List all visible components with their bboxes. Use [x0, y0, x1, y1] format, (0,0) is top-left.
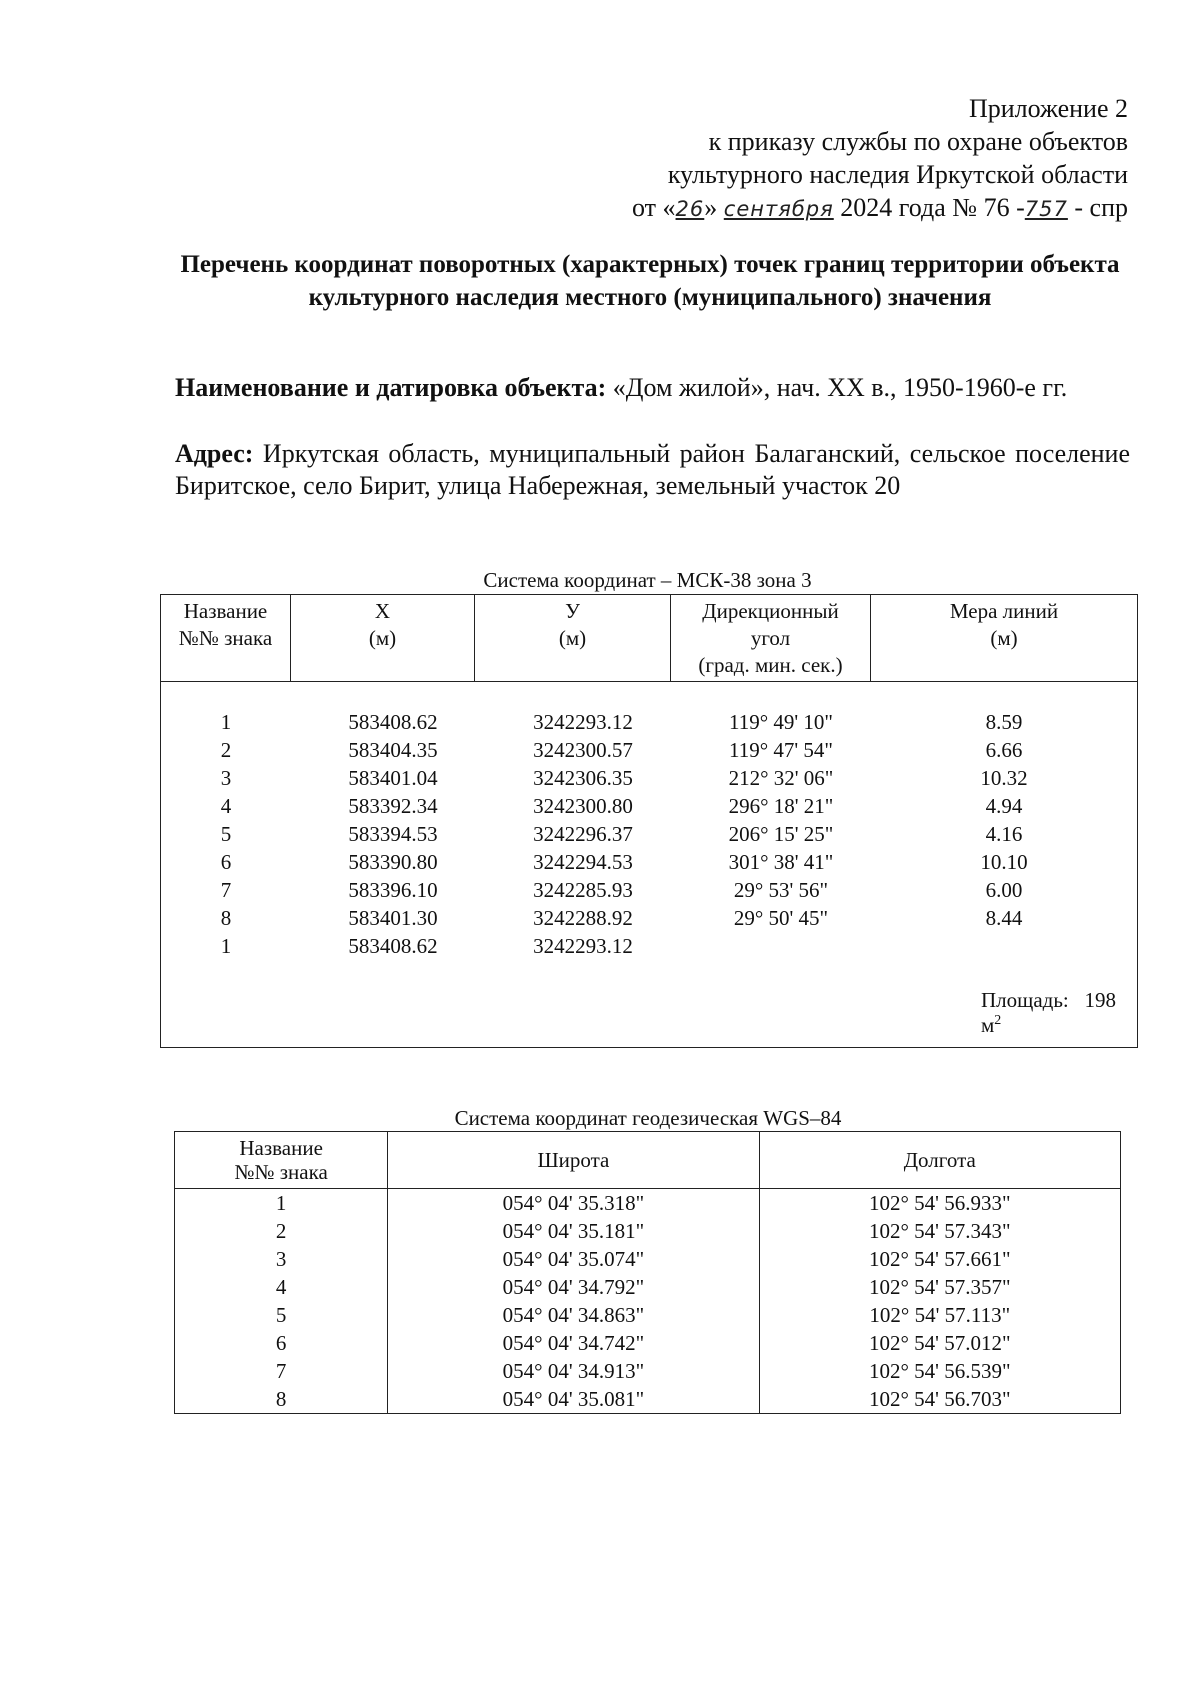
line-length: 8.44	[985, 906, 1023, 930]
area-unit-exponent: 2	[994, 1013, 1002, 1028]
table-row	[175, 1245, 1121, 1273]
point-number: 1	[220, 710, 232, 734]
x-coordinate: 583408.62	[348, 934, 438, 958]
table-row	[175, 1385, 1121, 1414]
point-number: 6	[220, 850, 232, 874]
table-row	[161, 710, 1137, 738]
header-text: Название	[183, 599, 268, 623]
latitude: 054° 04' 35.318"	[388, 1189, 759, 1218]
table-row	[175, 1329, 1121, 1357]
longitude: 102° 54' 57.113"	[759, 1301, 1120, 1329]
table-row	[161, 794, 1137, 822]
object-value: «Дом жилой», нач. XX в., 1950-1960-е гг.	[606, 373, 1068, 402]
line-length: 6.66	[985, 738, 1023, 762]
msk38-coordinates-table	[160, 594, 1138, 1048]
x-coordinate: 583390.80	[348, 850, 438, 874]
header-text: (м)	[368, 626, 397, 650]
longitude: 102° 54' 56.539"	[759, 1357, 1120, 1385]
address-block	[175, 438, 1130, 502]
table-row	[175, 1217, 1121, 1245]
table-row	[175, 1273, 1121, 1301]
x-coordinate: 583404.35	[348, 738, 438, 762]
direction-angle: 119° 47' 54"	[729, 738, 833, 762]
latitude: 054° 04' 35.081"	[388, 1385, 759, 1414]
table2-caption: Система координат геодезическая WGS–84	[454, 1106, 842, 1130]
table1-header-point	[161, 595, 291, 681]
date-prefix: от «	[632, 193, 676, 222]
point-number: 8	[220, 906, 232, 930]
line-length: 6.00	[985, 878, 1023, 902]
x-coordinate: 583392.34	[348, 794, 438, 818]
point-number: 1	[175, 1189, 388, 1218]
table1-header	[161, 595, 1137, 682]
header-text: Долгота	[903, 1148, 976, 1172]
handwritten-day: 26	[675, 197, 705, 221]
y-coordinate: 3242300.57	[533, 738, 633, 762]
direction-angle: 212° 32' 06"	[728, 766, 834, 790]
point-number: 4	[220, 794, 232, 818]
direction-angle: 29° 53' 56"	[733, 878, 829, 902]
header-text: угол	[750, 626, 791, 650]
latitude: 054° 04' 34.913"	[388, 1357, 759, 1385]
direction-angle: 119° 49' 10"	[729, 710, 833, 734]
header-text: Мера линий	[949, 599, 1059, 623]
latitude: 054° 04' 35.181"	[388, 1217, 759, 1245]
area-value: 198 м	[981, 988, 1116, 1037]
object-description	[175, 372, 1130, 404]
latitude: 054° 04' 35.074"	[388, 1245, 759, 1273]
y-coordinate: 3242306.35	[533, 766, 633, 790]
direction-angle: 206° 15' 25"	[728, 822, 834, 846]
header-text: (м)	[990, 626, 1018, 650]
point-number: 1	[220, 934, 232, 958]
area-line	[981, 988, 1137, 1038]
longitude: 102° 54' 56.703"	[759, 1385, 1120, 1414]
order-suffix: - спр	[1067, 193, 1128, 222]
handwritten-order-number: 757	[1024, 197, 1068, 221]
header-text: Широта	[537, 1148, 610, 1172]
x-coordinate: 583408.62	[348, 710, 438, 734]
address-value: Иркутская область, муниципальный район Балаганский, сельское поселение Биритское, село Бирит, улица Набережная, земельный участок 20	[175, 439, 1130, 500]
y-coordinate: 3242294.53	[533, 850, 633, 874]
y-coordinate: 3242293.12	[533, 710, 633, 734]
address-label: Адрес:	[175, 439, 254, 468]
y-coordinate: 3242300.80	[533, 794, 633, 818]
table1-header-x	[291, 595, 475, 681]
table2-header-row	[175, 1132, 1121, 1189]
latitude: 054° 04' 34.742"	[388, 1329, 759, 1357]
table1-body	[161, 710, 1137, 962]
latitude: 054° 04' 34.863"	[388, 1301, 759, 1329]
table2-header-longitude	[759, 1132, 1120, 1189]
table2-header-point	[175, 1132, 388, 1189]
line-length: 4.16	[985, 822, 1023, 846]
header-text: У	[565, 599, 580, 623]
order-date-line	[632, 191, 1128, 226]
point-number: 7	[220, 878, 232, 902]
order-reference: к приказу службы по охране объектов	[708, 127, 1128, 156]
point-number: 3	[220, 766, 232, 790]
longitude: 102° 54' 56.933"	[759, 1189, 1120, 1218]
appendix-label: Приложение 2	[968, 94, 1128, 123]
x-coordinate: 583401.04	[348, 766, 438, 790]
table2-header-latitude	[388, 1132, 759, 1189]
point-number: 4	[175, 1273, 388, 1301]
issuing-authority: культурного наследия Иркутской области	[667, 160, 1128, 189]
point-number: 8	[175, 1385, 388, 1414]
table-row	[175, 1189, 1121, 1218]
line-length: 10.10	[980, 850, 1028, 874]
latitude: 054° 04' 34.792"	[388, 1273, 759, 1301]
table-row	[161, 906, 1137, 934]
point-number: 2	[175, 1217, 388, 1245]
document-header	[632, 92, 1128, 226]
direction-angle: 296° 18' 21"	[728, 794, 834, 818]
header-text: Дирекционный	[702, 599, 839, 623]
header-text: Название	[239, 1136, 323, 1160]
point-number: 5	[220, 822, 232, 846]
area-label: Площадь:	[981, 988, 1069, 1012]
date-mid: »	[704, 193, 724, 222]
table-row	[161, 934, 1137, 962]
line-length: 10.32	[980, 766, 1028, 790]
line-length: 8.59	[985, 710, 1023, 734]
handwritten-month: сентября	[723, 197, 834, 221]
direction-angle: 301° 38' 41"	[728, 850, 834, 874]
point-number: 2	[220, 738, 232, 762]
point-number: 6	[175, 1329, 388, 1357]
table-row	[161, 822, 1137, 850]
table-row	[161, 878, 1137, 906]
table2-body	[175, 1189, 1121, 1414]
table-row	[175, 1301, 1121, 1329]
header-text: №№ знака	[178, 626, 273, 650]
longitude: 102° 54' 57.357"	[759, 1273, 1120, 1301]
table1-header-length	[871, 595, 1137, 681]
x-coordinate: 583394.53	[348, 822, 438, 846]
y-coordinate: 3242296.37	[533, 822, 633, 846]
y-coordinate: 3242293.12	[533, 934, 633, 958]
y-coordinate: 3242285.93	[533, 878, 633, 902]
longitude: 102° 54' 57.661"	[759, 1245, 1120, 1273]
header-text: X	[374, 599, 391, 623]
table1-header-angle	[671, 595, 871, 681]
x-coordinate: 583401.30	[348, 906, 438, 930]
point-number: 5	[175, 1301, 388, 1329]
header-text: (м)	[558, 626, 587, 650]
line-length: 4.94	[985, 794, 1023, 818]
point-number: 7	[175, 1357, 388, 1385]
wgs84-coordinates-table	[174, 1131, 1121, 1414]
table-row	[175, 1357, 1121, 1385]
table1-header-y	[475, 595, 671, 681]
date-year: 2024 года № 76 -	[833, 193, 1025, 222]
y-coordinate: 3242288.92	[533, 906, 633, 930]
table1-caption: Система координат – МСК-38 зона 3	[483, 568, 812, 592]
table-row	[161, 766, 1137, 794]
direction-angle: 29° 50' 45"	[733, 906, 829, 930]
document-title: Перечень координат поворотных (характерных) точек границ территории объекта культурного наследия местного (муниципального) значения	[180, 251, 1120, 311]
longitude: 102° 54' 57.012"	[759, 1329, 1120, 1357]
longitude: 102° 54' 57.343"	[759, 1217, 1120, 1245]
object-label: Наименование и датировка объекта:	[175, 373, 607, 402]
x-coordinate: 583396.10	[348, 878, 438, 902]
point-number: 3	[175, 1245, 388, 1273]
table-row	[161, 850, 1137, 878]
table-row	[161, 738, 1137, 766]
header-text: №№ знака	[234, 1160, 328, 1184]
header-text: (град. мин. сек.)	[698, 653, 843, 677]
